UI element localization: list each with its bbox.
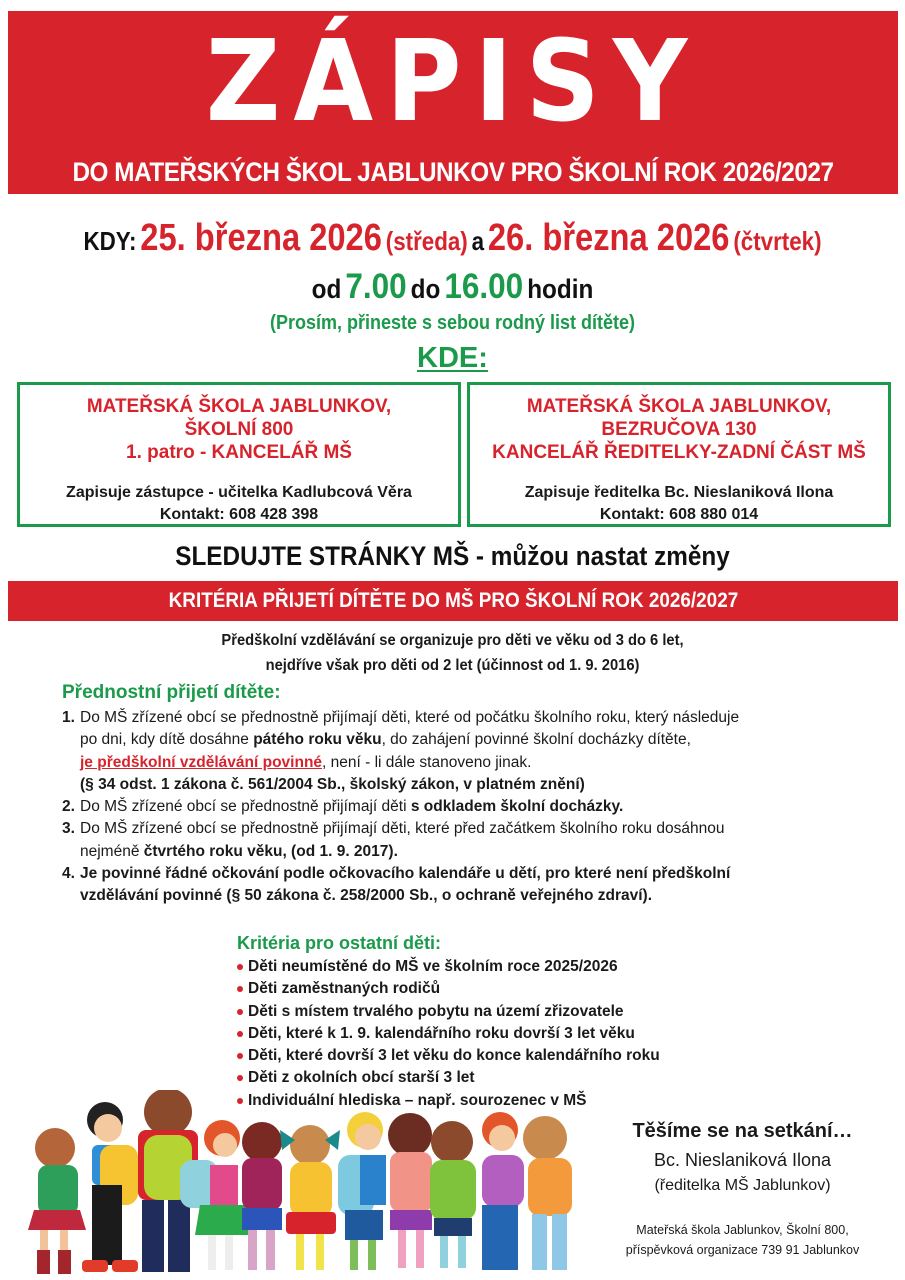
item-line <box>80 752 902 774</box>
law-reference: (§ 34 odst. 1 zákona č. 561/2004 Sb., školský zákon, v platném znění) <box>80 775 585 793</box>
criteria-text: Děti, které dovrší 3 let věku do konce kalendářního roku <box>248 1047 660 1065</box>
intro-text <box>36 628 869 678</box>
criteria-item <box>237 1023 660 1045</box>
child-figure <box>482 1112 524 1270</box>
item-line: Je povinné řádné očkování podle očkovacího kalendáře u dětí, pro které není předškolní <box>80 865 731 883</box>
location-contact: Kontakt: 608 428 398 <box>159 506 319 523</box>
item-line: Do MŠ zřízené obcí se přednostně přijímají děti, které před začátkem školního roku dosáhnou <box>80 820 725 838</box>
bullet-icon <box>237 1031 243 1037</box>
bullet-icon <box>237 986 243 992</box>
location-name-line: BEZRUČOVA 130 <box>601 419 757 440</box>
hours-from-time: 7.00 <box>345 267 407 306</box>
criteria-banner-text: KRITÉRIA PŘIJETÍ DÍTĚTE DO MŠ PRO ŠKOLNÍ ROK 2026/2027 <box>168 589 738 612</box>
item-line <box>80 796 902 818</box>
item-line <box>80 841 902 863</box>
location-registrar: Zapisuje zástupce - učitelka Kadlubcová Věra <box>66 484 412 501</box>
signatory-role: (ředitelka MŠ Jablunkov) <box>654 1177 831 1194</box>
school-address <box>580 1220 905 1260</box>
criteria-item <box>237 1001 660 1023</box>
date-conjunction: a <box>471 226 485 256</box>
criteria-text: Děti zaměstnaných rodičů <box>248 980 441 998</box>
priority-item <box>62 863 902 908</box>
closing-greeting: Těšíme se na setkání… <box>632 1120 853 1142</box>
priority-item <box>62 818 902 863</box>
criteria-banner <box>8 581 898 621</box>
location-box-bezrucova <box>467 382 891 527</box>
bullet-icon <box>237 964 243 970</box>
closing-signature <box>580 1116 905 1260</box>
date-2: 26. března 2026 <box>487 217 730 259</box>
children-with-backpacks-illustration <box>20 1090 595 1280</box>
child-figure <box>82 1102 138 1272</box>
criteria-item <box>237 978 660 1000</box>
text: po dni, kdy dítě dosáhne <box>80 731 254 749</box>
mandatory-emphasis: je předškolní vzdělávání povinné <box>80 753 323 771</box>
priority-item <box>62 707 902 796</box>
item-number: 1. <box>62 709 75 726</box>
when-label: KDY: <box>83 226 137 256</box>
text: Do MŠ zřízené obcí se přednostně přijímají děti <box>80 798 411 816</box>
child-figure <box>523 1116 572 1270</box>
location-name <box>470 395 888 464</box>
hours-line <box>45 267 860 314</box>
emphasis-text: čtvrtého roku věku, (od 1. 9. 2017). <box>143 842 398 860</box>
location-name <box>20 395 458 464</box>
location-registrar-info <box>20 482 458 526</box>
hours-unit: hodin <box>527 274 594 304</box>
location-name-line: MATEŘSKÁ ŠKOLA JABLUNKOV, <box>526 396 832 417</box>
criteria-item <box>237 1067 660 1089</box>
criteria-item <box>237 956 660 978</box>
item-number: 4. <box>62 865 75 883</box>
child-figure <box>28 1128 86 1274</box>
intro-line: Předškolní vzdělávání se organizuje pro děti ve věku od 3 do 6 let, <box>221 632 684 649</box>
where-heading-text: KDE: <box>417 342 488 374</box>
other-criteria-heading: Kritéria pro ostatní děti: <box>237 933 442 953</box>
criteria-text: Děti s místem trvalého pobytu na území zřizovatele <box>248 1002 624 1020</box>
watch-website-notice: SLEDUJTE STRÁNKY MŠ - můžou nastat změny <box>175 541 730 571</box>
item-line: vzdělávání povinné (§ 50 zákona č. 258/2000 Sb., o ochraně veřejného zdraví). <box>80 887 653 905</box>
address-line: Mateřská škola Jablunkov, Školní 800, <box>636 1223 849 1237</box>
emphasis-text: s odkladem školní docházky. <box>410 798 624 816</box>
when-line <box>63 215 841 269</box>
day-1: (středa) <box>385 226 468 256</box>
poster-subtitle: DO MATEŘSKÝCH ŠKOL JABLUNKOV PRO ŠKOLNÍ ROK 2026/2027 <box>72 157 834 187</box>
signatory-name: Bc. Nieslaniková Ilona <box>653 1150 832 1170</box>
item-number: 3. <box>62 820 75 838</box>
bullet-icon <box>237 1009 243 1015</box>
child-figure <box>338 1112 386 1270</box>
other-criteria-list <box>237 956 660 1112</box>
location-name-line: ŠKOLNÍ 800 <box>184 419 294 440</box>
child-figure <box>430 1121 476 1268</box>
location-name-line: KANCELÁŘ ŘEDITELKY-ZADNÍ ČÁST MŠ <box>492 442 866 463</box>
criteria-text: Děti neumístěné do MŠ ve školním roce 2025/2026 <box>248 958 618 975</box>
day-2: (čtvrtek) <box>733 226 822 256</box>
text: nejméně <box>80 842 144 860</box>
text: , do zahájení povinné školní docházky dítěte, <box>381 731 691 749</box>
location-registrar-info <box>470 482 888 526</box>
priority-heading: Přednostní přijetí dítěte: <box>62 682 281 703</box>
child-figure <box>388 1113 432 1268</box>
location-registrar: Zapisuje ředitelka Bc. Nieslaniková Ilona <box>524 484 834 501</box>
header-banner <box>8 11 898 194</box>
bullet-icon <box>237 1053 243 1059</box>
criteria-item <box>237 1045 660 1067</box>
location-name-line: MATEŘSKÁ ŠKOLA JABLUNKOV, <box>86 396 392 417</box>
intro-line: nejdříve však pro děti od 2 let (účinnost od 1. 9. 2016) <box>265 657 640 674</box>
bring-note: (Prosím, přineste s sebou rodný list dítěte) <box>269 312 636 334</box>
criteria-text: Děti z okolních obcí starší 3 let <box>248 1069 475 1087</box>
item-number: 2. <box>62 798 75 816</box>
hours-to-word: do <box>410 274 441 304</box>
location-contact: Kontakt: 608 880 014 <box>599 506 759 523</box>
location-box-skolni <box>17 382 461 527</box>
criteria-text: Děti, které k 1. 9. kalendářního roku dovrší 3 let věku <box>248 1024 635 1042</box>
item-line: Do MŠ zřízené obcí se přednostně přijímají děti, které od počátku školního roku, který následuje <box>80 709 740 726</box>
emphasis-text: pátého roku věku <box>253 731 382 749</box>
item-line <box>80 729 902 751</box>
child-figure <box>242 1122 282 1270</box>
poster-title: ZÁPISY <box>205 17 701 147</box>
date-1: 25. března 2026 <box>140 217 382 259</box>
location-name-line: 1. patro - KANCELÁŘ MŠ <box>126 442 352 463</box>
hours-from-word: od <box>311 274 342 304</box>
bullet-icon <box>237 1075 243 1081</box>
text: , není - li dále stanoveno jinak. <box>322 753 532 771</box>
priority-list <box>62 707 902 908</box>
priority-item <box>62 796 902 818</box>
address-line: příspěvková organizace 739 91 Jablunkov <box>625 1243 860 1257</box>
child-figure <box>280 1125 340 1270</box>
hours-to-time: 16.00 <box>444 267 524 306</box>
where-heading <box>0 340 905 376</box>
criteria-text: Individuální hlediska – např. sourozenec v MŠ <box>248 1091 587 1109</box>
